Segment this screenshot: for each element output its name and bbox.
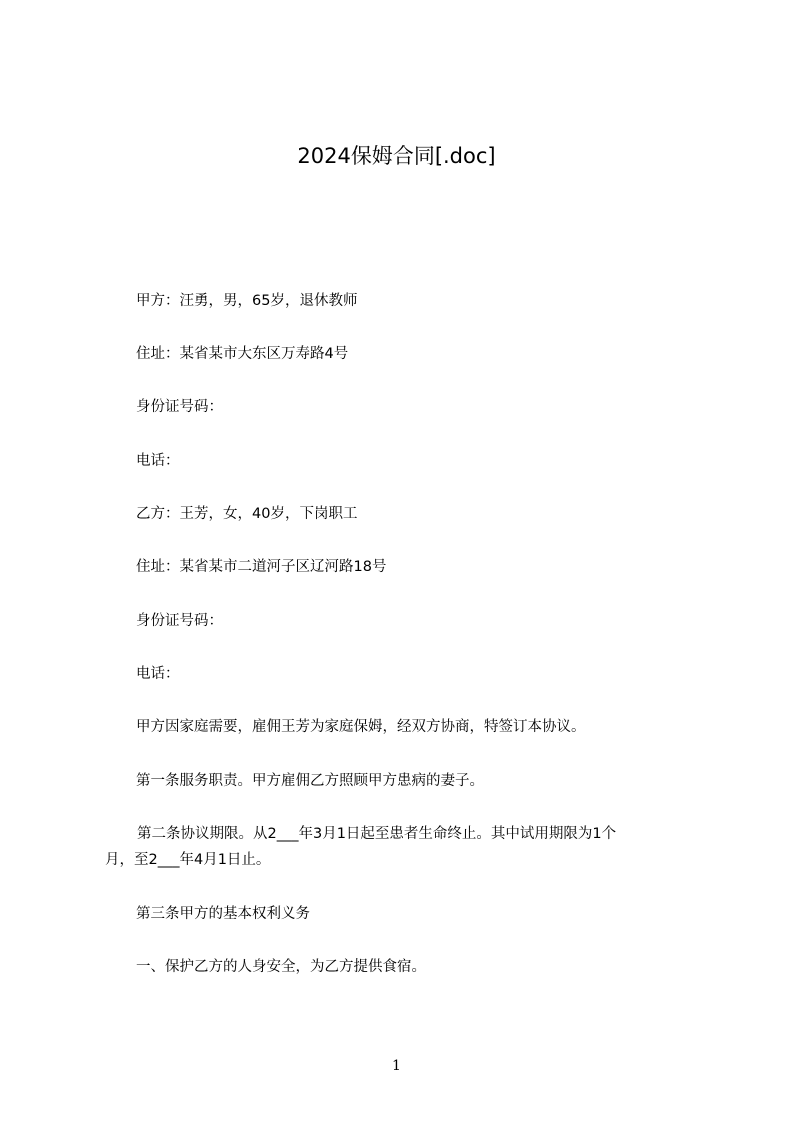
party-b-id-number: 身份证号码：: [136, 613, 223, 629]
clause-1: 第一条服务职责。甲方雇佣乙方照顾甲方患病的妻子。: [136, 773, 484, 789]
party-b-phone: 电话：: [136, 666, 180, 682]
document-title: 2024保姆合同[.doc]: [297, 144, 496, 168]
party-a-id-number: 身份证号码：: [136, 399, 223, 415]
clause-3-title: 第三条甲方的基本权利义务: [136, 906, 310, 922]
clause-2-line-2: 月，至2___年4月1日止。: [105, 852, 271, 868]
party-a-address: 住址：某省某市大东区万寿路4号: [136, 346, 349, 362]
clause-3-item-1: 一、保护乙方的人身安全，为乙方提供食宿。: [136, 959, 426, 975]
party-b-address: 住址：某省某市二道河子区辽河路18号: [136, 559, 387, 575]
agreement-preamble: 甲方因家庭需要，雇佣王芳为家庭保姆，经双方协商，特签订本协议。: [136, 719, 586, 735]
party-b-info: 乙方：王芳，女，40岁，下岗职工: [136, 506, 358, 522]
page-number: 1: [392, 1058, 401, 1074]
clause-2-line-1: 第二条协议期限。从2___年3月1日起至患者生命终止。其中试用期限为1个: [137, 826, 617, 842]
party-a-info: 甲方：汪勇，男，65岁，退休教师: [136, 293, 358, 309]
clause-2: [105, 821, 705, 873]
party-a-phone: 电话：: [136, 453, 180, 469]
